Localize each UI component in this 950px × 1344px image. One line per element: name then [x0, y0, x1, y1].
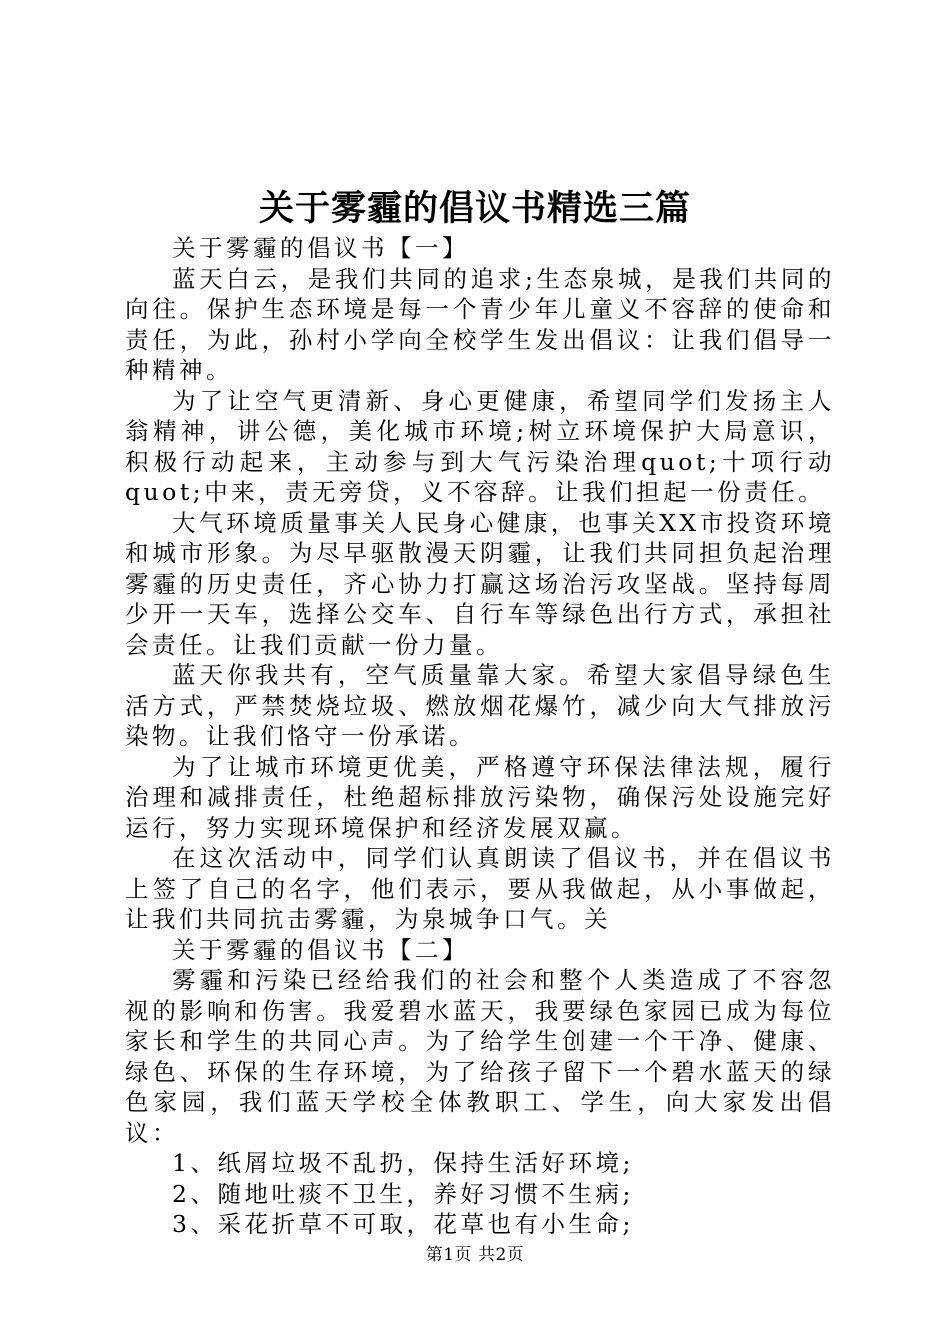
section-heading-2: 关于雾霾的倡议书【二】 — [172, 935, 469, 964]
section-heading-1: 关于雾霾的倡议书【一】 — [172, 234, 469, 262]
list-item: 2、随地吐痰不卫生，养好习惯不生病; — [172, 1179, 634, 1208]
paragraph: 大气环境质量事关人民身心健康，也事关XX市投资环境和城市形象。为尽早驱散漫天阴霾，让我们共同担负起治理雾霾的历史责任，齐心协力打赢这场治污攻坚战。坚持每周少开一天车，选择公交车、自行车等绿色出行方式，承担社会责任。让我们贡献一份力量。 — [125, 508, 835, 659]
paragraph: 雾霾和污染已经给我们的社会和整个人类造成了不容忽视的影响和伤害。我爱碧水蓝天，我要绿色家园已成为每位家长和学生的共同心声。为了给学生创建一个干净、健康、绿色、环保的生存环境，为了给孩子留下一个碧水蓝天的绿色家园，我们蓝天学校全体教职工、学生，向大家发出倡议： — [125, 966, 835, 1147]
list-item: 3、采花折草不可取，花草也有小生命; — [172, 1210, 634, 1238]
document-body — [125, 233, 835, 1240]
paragraph: 蓝天你我共有，空气质量靠大家。希望大家倡导绿色生活方式，严禁焚烧垃圾、燃放烟花爆竹，减少向大气排放污染物。让我们恪守一份承诺。 — [125, 661, 835, 750]
page-footer: 第1页 共2页 — [425, 1245, 525, 1265]
paragraph: 在这次活动中，同学们认真朗读了倡议书，并在倡议书上签了自己的名字，他们表示，要从我做起，从小事做起，让我们共同抗击雾霾，为泉城争口气。关 — [125, 844, 835, 933]
paragraph: 为了让城市环境更优美，严格遵守环保法律法规，履行治理和减排责任，杜绝超标排放污染物，确保污处设施完好运行，努力实现环境保护和经济发展双赢。 — [125, 752, 835, 842]
paragraph: 蓝天白云，是我们共同的追求;生态泉城，是我们共同的向往。保护生态环境是每一个青少年儿童义不容辞的使命和责任，为此，孙村小学向全校学生发出倡议：让我们倡导一种精神。 — [125, 264, 835, 384]
paragraph: 为了让空气更清新、身心更健康，希望同学们发扬主人翁精神，讲公德，美化城市环境;树立环境保护大局意识，积极行动起来，主动参与到大气污染治理quot;十项行动quot;中来，责无旁贷，义不容辞。让我们担起一份责任。 — [125, 386, 835, 506]
document-title: 关于雾霾的倡议书精选三篇 — [258, 188, 691, 229]
list-item: 1、纸屑垃圾不乱扔，保持生活好环境; — [172, 1149, 634, 1177]
